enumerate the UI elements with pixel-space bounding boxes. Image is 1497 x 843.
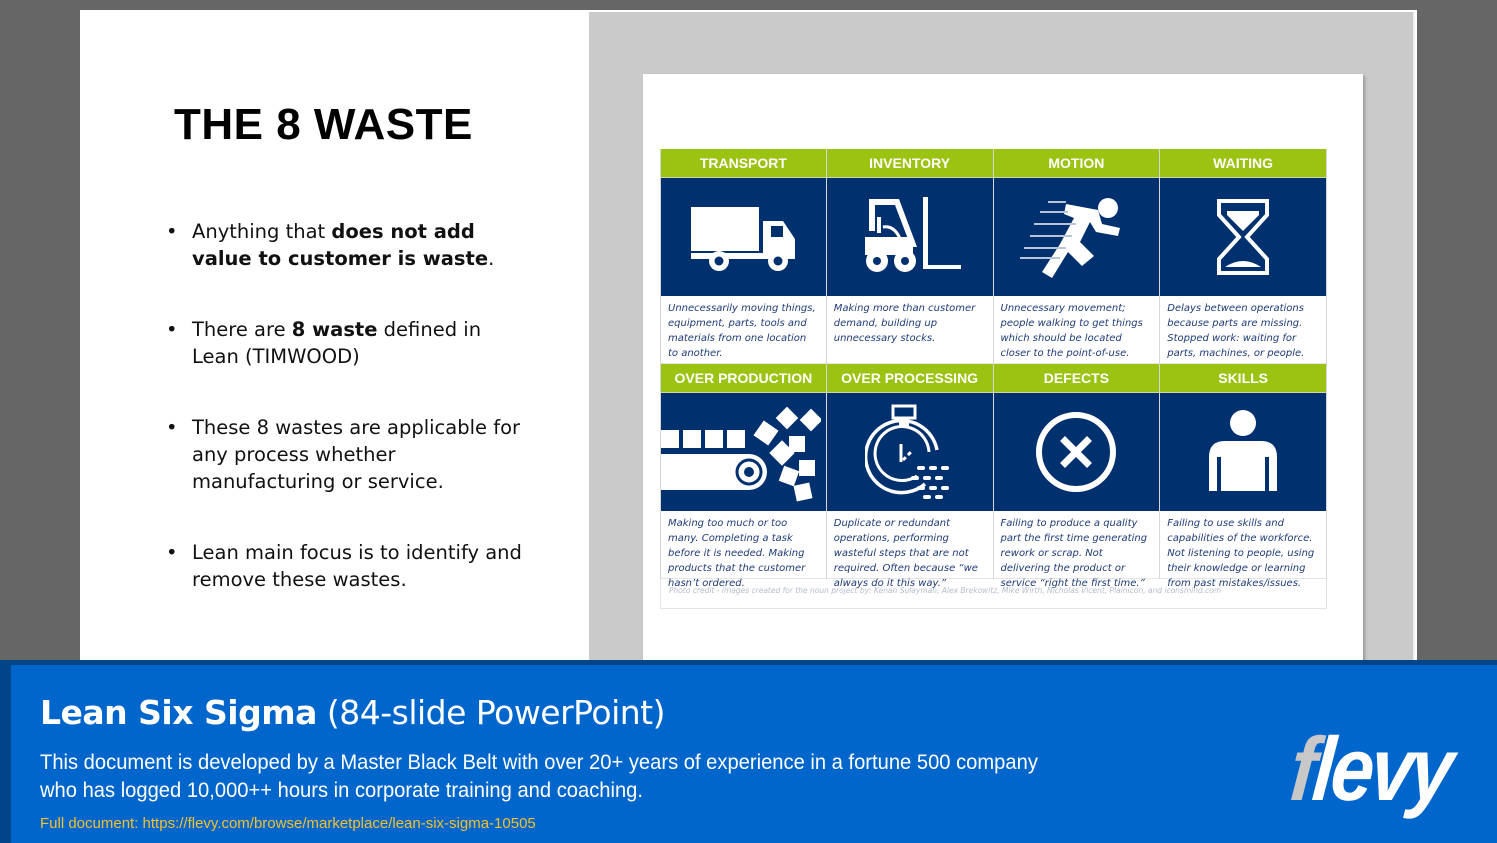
waste-description: Delays between operations because parts are missing. Stopped work: waiting for parts, machines, or people.	[1160, 296, 1326, 364]
x-circle-icon	[1033, 409, 1119, 495]
waste-cell-skills	[1160, 364, 1327, 589]
waste-name: WAITING	[1160, 149, 1326, 178]
bullet-item: • Lean main focus is to identify and remove these wastes.	[166, 539, 526, 593]
waste-cell-inventory	[827, 149, 994, 364]
waste-description: Duplicate or redundant operations, performing wasteful steps that are not required. Often because “we always do it this way.”	[827, 511, 993, 579]
truck-icon	[683, 197, 803, 277]
waste-name: DEFECTS	[994, 364, 1160, 393]
waste-description: Failing to use skills and capabilities of the workforce. Not listening to people, using their knowledge or learning from past mistakes/issues.	[1160, 511, 1326, 579]
waste-description: Failing to produce a quality part the first time generating rework or scrap. Not delivering the product or service “right the first time.”	[994, 511, 1160, 579]
waste-description: Unnecessary movement; people walking to get things which should be located closer to the point-of-use.	[994, 296, 1160, 364]
bullet-item: • These 8 wastes are applicable for any process whether manufacturing or service.	[166, 414, 526, 495]
stopwatch-icon	[865, 404, 955, 500]
slide-title: THE 8 WASTE	[174, 100, 473, 149]
waste-cell-motion	[994, 149, 1161, 364]
slide	[80, 10, 1417, 670]
waste-description: Making too much or too many. Completing a task before it is needed. Making products that the customer hasn’t ordered.	[661, 511, 826, 579]
waste-name: OVER PROCESSING	[827, 364, 993, 393]
waste-description: Making more than customer demand, building up unnecessary stocks.	[827, 296, 993, 364]
hourglass-icon	[1215, 197, 1271, 277]
waste-name: MOTION	[994, 149, 1160, 178]
flevy-logo: flevy	[1286, 720, 1455, 820]
waste-cell-over-processing	[827, 364, 994, 589]
waste-name: OVER PRODUCTION	[661, 364, 826, 393]
conveyor-icon	[661, 402, 821, 502]
waste-chart-image	[643, 74, 1363, 670]
promo-banner	[0, 660, 1497, 843]
waste-name: TRANSPORT	[661, 149, 826, 178]
bullet-list	[166, 218, 526, 637]
document-description: This document is developed by a Master Black Belt with over 20+ years of experience in a fortune 500 company who has logged 10,000++ hours in corporate training and coaching.	[40, 751, 1038, 802]
photo-credit: Photo credit - images created for the noun project by: Kenan Sulayman, Alex Brekowitz, Mike Wirth, Nicholas Vicent, Plainicon, and iconsmind.com	[660, 579, 1327, 609]
waste-cell-transport	[660, 149, 827, 364]
waste-cell-defects	[994, 364, 1161, 589]
waste-row	[660, 149, 1327, 364]
bullet-item: • Anything that does not add value to customer is waste.	[166, 218, 526, 272]
bullet-item: • There are 8 waste defined in Lean (TIMWOOD)	[166, 316, 526, 370]
document-title: Lean Six Sigma (84-slide PowerPoint)	[40, 693, 665, 732]
waste-name: SKILLS	[1160, 364, 1326, 393]
waste-cell-over-production	[660, 364, 827, 589]
person-icon	[1205, 409, 1281, 495]
forklift-icon	[855, 195, 965, 279]
waste-name: INVENTORY	[827, 149, 993, 178]
waste-description: Unnecessarily moving things, equipment, parts, tools and materials from one location to another.	[661, 296, 826, 364]
running-person-icon	[1016, 194, 1136, 280]
waste-grid	[660, 149, 1327, 609]
full-document-link[interactable]: Full document: https://flevy.com/browse/marketplace/lean-six-sigma-10505	[40, 815, 536, 832]
waste-cell-waiting	[1160, 149, 1327, 364]
slide-text-panel	[80, 10, 589, 670]
waste-row	[660, 364, 1327, 589]
